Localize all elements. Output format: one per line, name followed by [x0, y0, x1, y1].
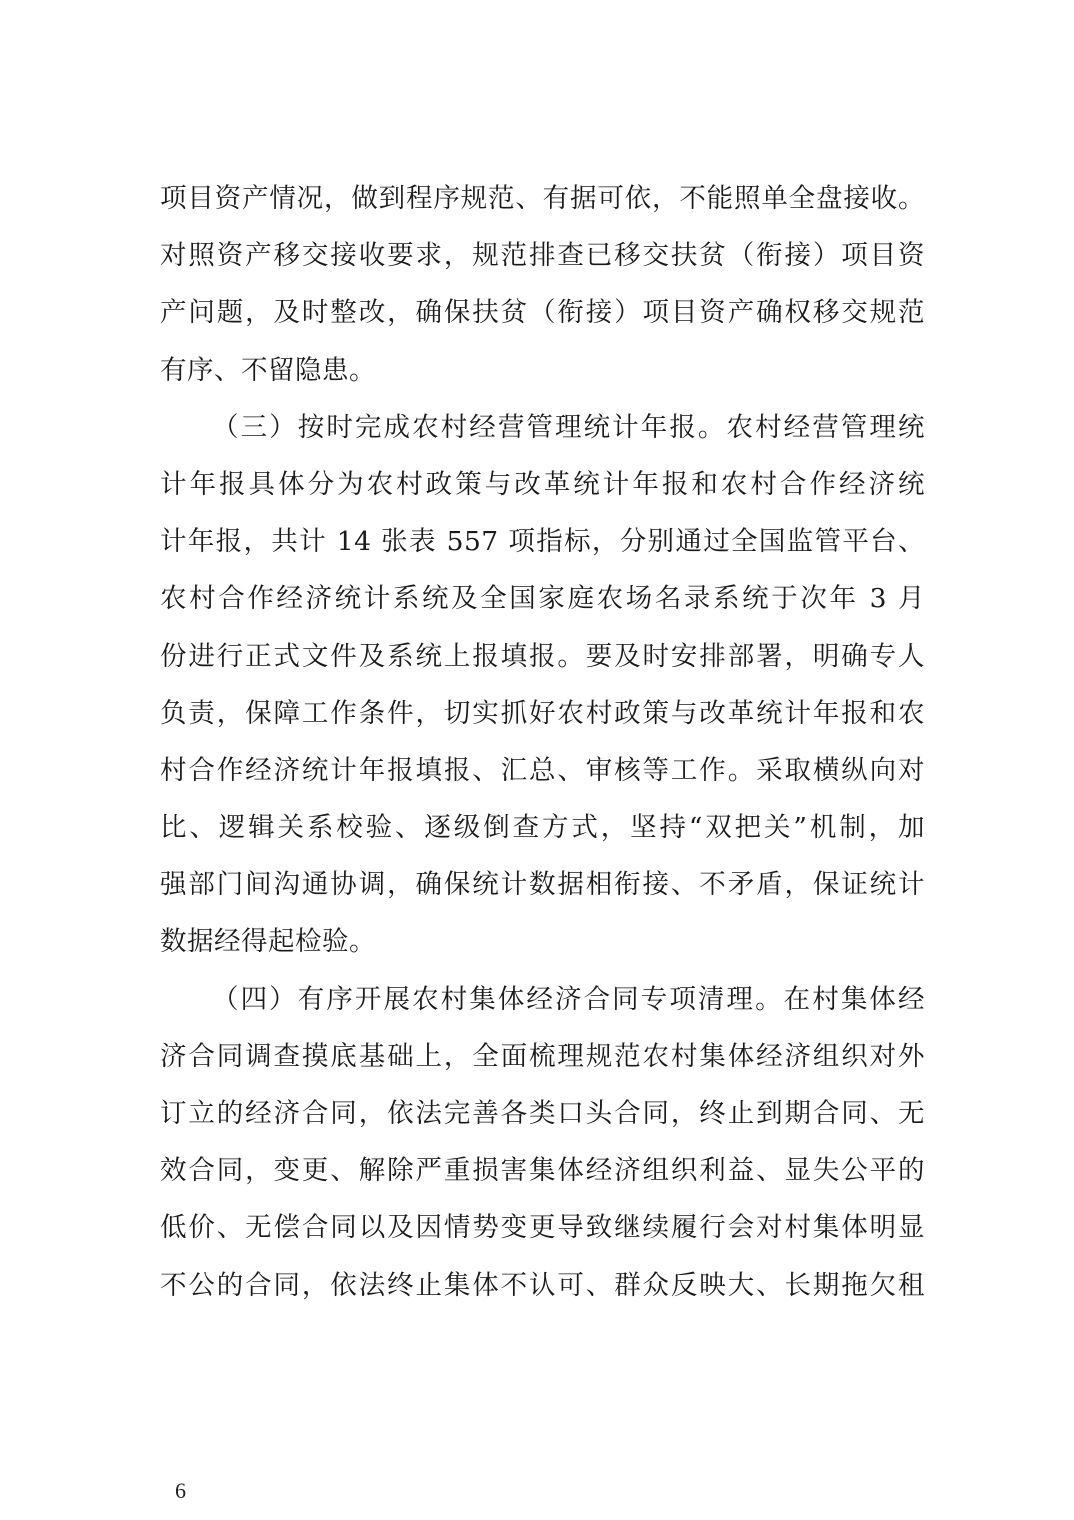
text-line: 项目资产情况，做到程序规范、有据可依，不能照单全盘接收。 — [160, 183, 925, 214]
section-heading-line: （三）按时完成农村经营管理统计年报。农村经营管理统 — [212, 411, 925, 443]
text-line: 对照资产移交接收要求，规范排查已移交扶贫（衔接）项目资 — [160, 240, 925, 272]
text-line: 村合作经济统计年报填报、汇总、审核等工作。采取横纵向对 — [160, 754, 925, 786]
section-heading-line: （四）有序开展农村集体经济合同专项清理。在村集体经 — [212, 983, 925, 1015]
text-line: 计年报，共计 14 张表 557 项指标，分别通过全国监管平台、 — [160, 526, 925, 558]
text-line: 份进行正式文件及系统上报填报。要及时安排部署，明确专人 — [160, 640, 925, 672]
text-line: 计年报具体分为农村政策与改革统计年报和农村合作经济统 — [160, 468, 925, 500]
body-text — [160, 180, 925, 1324]
text-line: 负责，保障工作条件，切实抓好农村政策与改革统计年报和农 — [160, 697, 925, 729]
text-line: 低价、无偿合同以及因情势变更导致继续履行会对村集体明显 — [160, 1212, 925, 1244]
text-line: 有序、不留隐患。 — [160, 354, 376, 386]
text-line: 不公的合同，依法终止集体不认可、群众反映大、长期拖欠租 — [160, 1269, 925, 1301]
text-line: 产问题，及时整改，确保扶贫（衔接）项目资产确权移交规范 — [160, 297, 925, 329]
page-number: 6 — [175, 1478, 186, 1503]
text-line: 农村合作经济统计系统及全国家庭农场名录系统于次年 3 月 — [160, 583, 925, 615]
text-line: 数据经得起检验。 — [160, 926, 376, 958]
text-line: 效合同，变更、解除严重损害集体经济组织利益、显失公平的 — [160, 1155, 925, 1187]
text-line: 比、逻辑关系校验、逐级倒查方式，坚持“双把关”机制，加 — [160, 812, 925, 844]
text-line: 订立的经济合同，依法完善各类口头合同，终止到期合同、无 — [160, 1098, 925, 1129]
text-line: 济合同调查摸底基础上，全面梳理规范农村集体经济组织对外 — [160, 1040, 925, 1072]
text-line: 强部门间沟通协调，确保统计数据相衔接、不矛盾，保证统计 — [160, 869, 925, 901]
